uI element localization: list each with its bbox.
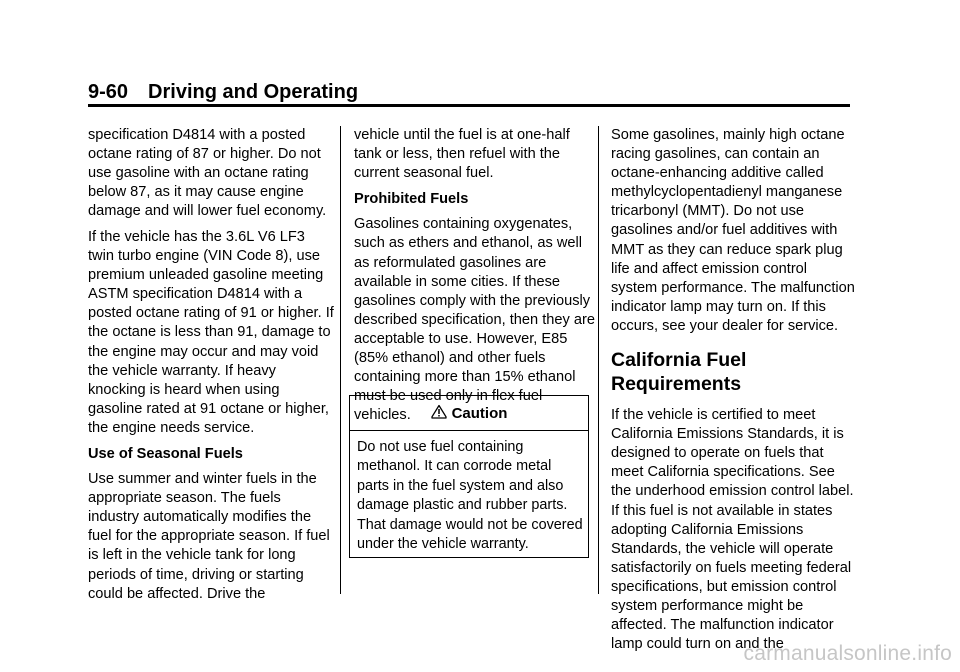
column-divider [340, 126, 341, 594]
paragraph: specification D4814 with a posted octane rating of 87 or higher. Do not use gasoline with an octane rating below 87, as it may cause engine damage and will lower fuel economy. [88, 127, 327, 220]
watermark: carmanualsonline.info [743, 642, 952, 665]
subheading-prohibited-fuels: Prohibited Fuels [354, 190, 469, 207]
header-rule [88, 104, 850, 107]
paragraph: vehicle until the fuel is at one-half tank or less, then refuel with the current seasonal fuel. [354, 127, 570, 182]
column-2 [354, 126, 600, 432]
subheading-seasonal-fuels: Use of Seasonal Fuels [88, 445, 243, 462]
section-heading-california-fuel: California Fuel Requirements [611, 349, 747, 396]
column-divider [598, 126, 599, 594]
paragraph: If the vehicle is certified to meet California Emissions Standards, it is designed to operate on fuels that meet California specifications. See the underhood emission control label. If this fuel is not available in states adopting California Emissions Standards, the vehicle will operate satisfactorily on fuels meeting federal specifications, but emission control system performance might be affected. The malfunction indicator lamp could turn on and the [611, 407, 854, 653]
paragraph: Some gasolines, mainly high octane racing gasolines, can contain an octane-enhancing additive called methylcyclopentadienyl manganese tricarbonyl (MMT). Do not use gasolines and/or fuel additives with MMT as they can reduce spark plug life and affect emission control system performance. The malfunction indicator lamp may turn on. If this occurs, see your dealer for service. [611, 127, 855, 334]
paragraph: Gasolines containing oxygenates, such as ethers and ethanol, as well as reformulated gasolines are available in some cities. If these gasolines comply with the previously described specification, then they are acceptable to use. However, E85 (85% ethanol) and other fuels containing more than 15% ethanol must be used only in flex fuel vehicles. [354, 216, 595, 424]
caution-header [350, 396, 588, 431]
caution-icon [431, 404, 447, 420]
caution-title: Caution [451, 404, 508, 422]
caution-box [349, 395, 589, 558]
paragraph: If the vehicle has the 3.6L V6 LF3 twin turbo engine (VIN Code 8), use premium unleaded gasoline meeting ASTM specification D4814 with a posted octane rating of 91 or higher. If the octane is less than 91, damage to the engine may occur and may void the vehicle warranty. If heavy knocking is heard when using gasoline rated at 91 octane or higher, the engine needs service. [88, 228, 334, 436]
section-title: Driving and Operating [148, 81, 359, 103]
paragraph: Use summer and winter fuels in the appropriate season. The fuels industry automatically modifies the fuel for the appropriate season. If fuel is left in the vehicle tank for long periods of time, driving or starting could be affected. Drive the [88, 471, 330, 602]
column-1 [88, 126, 334, 610]
page-number: 9-60 [88, 81, 129, 103]
column-3 [611, 126, 855, 661]
page-header [88, 80, 358, 104]
caution-text: Do not use fuel containing methanol. It can corrode metal parts in the fuel system and also damage plastic and rubber parts. That damage would not be covered under the vehicle warranty. [357, 439, 583, 553]
